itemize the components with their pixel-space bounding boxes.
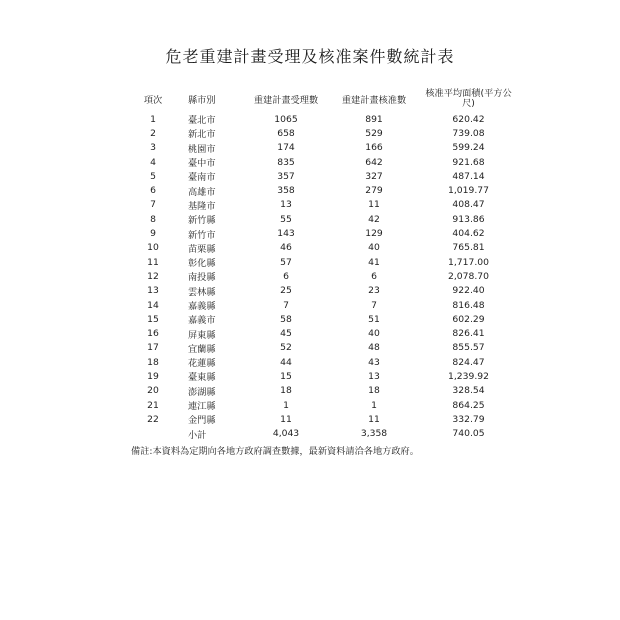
row-approved: 40: [368, 242, 380, 254]
table-row: [118, 169, 518, 183]
row-average-area: 913.86: [452, 213, 485, 225]
header-applied: 重建計畫受理數: [253, 95, 319, 106]
table-row: [118, 141, 518, 155]
table-row: [118, 326, 518, 340]
row-city: 彰化縣: [188, 258, 216, 270]
table-row: [118, 112, 518, 126]
row-city: 臺中市: [188, 158, 216, 170]
row-city: 新竹市: [188, 229, 216, 241]
row-average-area: 1,019.77: [448, 185, 489, 197]
table-row: [118, 241, 518, 255]
row-index: 13: [147, 285, 159, 297]
row-applied: 46: [280, 242, 292, 254]
row-index: 1: [150, 113, 156, 125]
row-average-area: 864.25: [452, 399, 485, 411]
row-city: 嘉義市: [188, 315, 216, 327]
row-applied: 15: [280, 370, 292, 382]
row-index: 22: [147, 413, 159, 425]
subtotal-approved: 3,358: [360, 428, 388, 440]
row-average-area: 404.62: [452, 228, 485, 240]
table-header-row: [118, 86, 518, 112]
row-average-area: 332.79: [452, 413, 485, 425]
row-index: 20: [147, 385, 159, 397]
row-applied: 7: [283, 299, 289, 311]
table-row: [118, 312, 518, 326]
table-row: [118, 384, 518, 398]
table-row: [118, 355, 518, 369]
row-city: 新竹縣: [188, 215, 216, 227]
row-index: 3: [150, 142, 156, 154]
row-approved: 42: [368, 213, 380, 225]
row-index: 4: [150, 156, 156, 168]
header-average-area: 核准平均面積(平方公尺): [425, 88, 512, 109]
table-row: [118, 398, 518, 412]
row-approved: 11: [368, 199, 380, 211]
row-city: 屏東縣: [188, 329, 216, 341]
table-row: [118, 183, 518, 197]
row-city: 花蓮縣: [188, 358, 216, 370]
row-approved: 13: [368, 370, 380, 382]
table-row: [118, 155, 518, 169]
row-city: 桃園市: [188, 143, 216, 155]
row-average-area: 602.29: [452, 313, 485, 325]
table-row: [118, 298, 518, 312]
row-city: 宜蘭縣: [188, 343, 216, 355]
row-approved: 23: [368, 285, 380, 297]
subtotal-label: 小計: [188, 429, 207, 441]
row-average-area: 921.68: [452, 156, 485, 168]
row-index: 5: [150, 170, 156, 182]
header-city: 縣市別: [188, 95, 216, 106]
table-row: [118, 198, 518, 212]
row-city: 臺東縣: [188, 372, 216, 384]
row-approved: 529: [365, 127, 383, 139]
row-applied: 6: [283, 270, 289, 282]
table-row: [118, 126, 518, 140]
row-applied: 52: [280, 342, 292, 354]
row-index: 19: [147, 370, 159, 382]
row-index: 9: [150, 228, 156, 240]
row-applied: 55: [280, 213, 292, 225]
row-applied: 58: [280, 313, 292, 325]
row-index: 7: [150, 199, 156, 211]
table-row: [118, 369, 518, 383]
row-applied: 44: [280, 356, 292, 368]
row-approved: 6: [371, 270, 377, 282]
row-applied: 358: [277, 185, 295, 197]
row-average-area: 1,239.92: [448, 370, 489, 382]
row-index: 8: [150, 213, 156, 225]
subtotal-row: [118, 427, 518, 441]
document-title: 危老重建計畫受理及核准案件數統計表: [165, 47, 455, 66]
row-average-area: 824.47: [452, 356, 485, 368]
statistics-table: [118, 86, 518, 441]
row-average-area: 620.42: [452, 113, 485, 125]
row-city: 南投縣: [188, 272, 216, 284]
subtotal-average-area: 740.05: [452, 428, 485, 440]
table-row: [118, 341, 518, 355]
row-approved: 891: [365, 113, 383, 125]
row-index: 15: [147, 313, 159, 325]
subtotal-applied: 4,043: [272, 428, 300, 440]
row-approved: 642: [365, 156, 383, 168]
row-approved: 40: [368, 328, 380, 340]
row-approved: 7: [371, 299, 377, 311]
row-average-area: 487.14: [452, 170, 485, 182]
row-applied: 357: [277, 170, 295, 182]
row-city: 臺南市: [188, 172, 216, 184]
row-city: 臺北市: [188, 115, 216, 127]
row-average-area: 739.08: [452, 127, 485, 139]
row-average-area: 826.41: [452, 328, 485, 340]
row-applied: 174: [277, 142, 295, 154]
row-approved: 48: [368, 342, 380, 354]
row-index: 6: [150, 185, 156, 197]
row-approved: 327: [365, 170, 383, 182]
row-city: 澎湖縣: [188, 386, 216, 398]
row-average-area: 816.48: [452, 299, 485, 311]
row-city: 金門縣: [188, 415, 216, 427]
row-approved: 18: [368, 385, 380, 397]
row-approved: 41: [368, 256, 380, 268]
row-applied: 45: [280, 328, 292, 340]
table-row: [118, 284, 518, 298]
row-index: 18: [147, 356, 159, 368]
table-row: [118, 269, 518, 283]
row-applied: 1: [283, 399, 289, 411]
row-approved: 166: [365, 142, 383, 154]
row-average-area: 2,078.70: [448, 270, 489, 282]
footnote: 備註:本資料為定期向各地方政府調查數據，最新資料請洽各地方政府。: [131, 446, 419, 457]
row-applied: 143: [277, 228, 295, 240]
table-row: [118, 255, 518, 269]
row-average-area: 765.81: [452, 242, 485, 254]
row-approved: 1: [371, 399, 377, 411]
table-row: [118, 212, 518, 226]
row-approved: 11: [368, 413, 380, 425]
row-approved: 43: [368, 356, 380, 368]
row-index: 10: [147, 242, 159, 254]
row-average-area: 855.57: [452, 342, 485, 354]
row-average-area: 1,717.00: [448, 256, 489, 268]
row-applied: 13: [280, 199, 292, 211]
row-applied: 18: [280, 385, 292, 397]
row-city: 新北市: [188, 129, 216, 141]
row-city: 基隆市: [188, 200, 216, 212]
row-index: 2: [150, 127, 156, 139]
row-approved: 129: [365, 228, 383, 240]
row-index: 11: [147, 256, 159, 268]
header-approved: 重建計畫核准數: [341, 95, 407, 106]
row-applied: 658: [277, 127, 295, 139]
table-row: [118, 412, 518, 426]
row-index: 21: [147, 399, 159, 411]
row-city: 雲林縣: [188, 286, 216, 298]
row-city: 連江縣: [188, 401, 216, 413]
row-approved: 279: [365, 185, 383, 197]
row-applied: 11: [280, 413, 292, 425]
row-index: 17: [147, 342, 159, 354]
row-applied: 1065: [274, 113, 298, 125]
table-row: [118, 226, 518, 240]
row-applied: 57: [280, 256, 292, 268]
row-applied: 25: [280, 285, 292, 297]
row-index: 14: [147, 299, 159, 311]
row-average-area: 408.47: [452, 199, 485, 211]
row-average-area: 599.24: [452, 142, 485, 154]
row-approved: 51: [368, 313, 380, 325]
row-index: 16: [147, 328, 159, 340]
table-body: [118, 112, 518, 441]
header-index: 項次: [143, 95, 163, 106]
row-average-area: 328.54: [452, 385, 485, 397]
row-city: 嘉義縣: [188, 301, 216, 312]
row-city: 苗栗縣: [188, 243, 216, 255]
row-index: 12: [147, 270, 159, 282]
row-applied: 835: [277, 156, 295, 168]
row-average-area: 922.40: [452, 285, 485, 297]
row-city: 高雄市: [188, 186, 216, 198]
